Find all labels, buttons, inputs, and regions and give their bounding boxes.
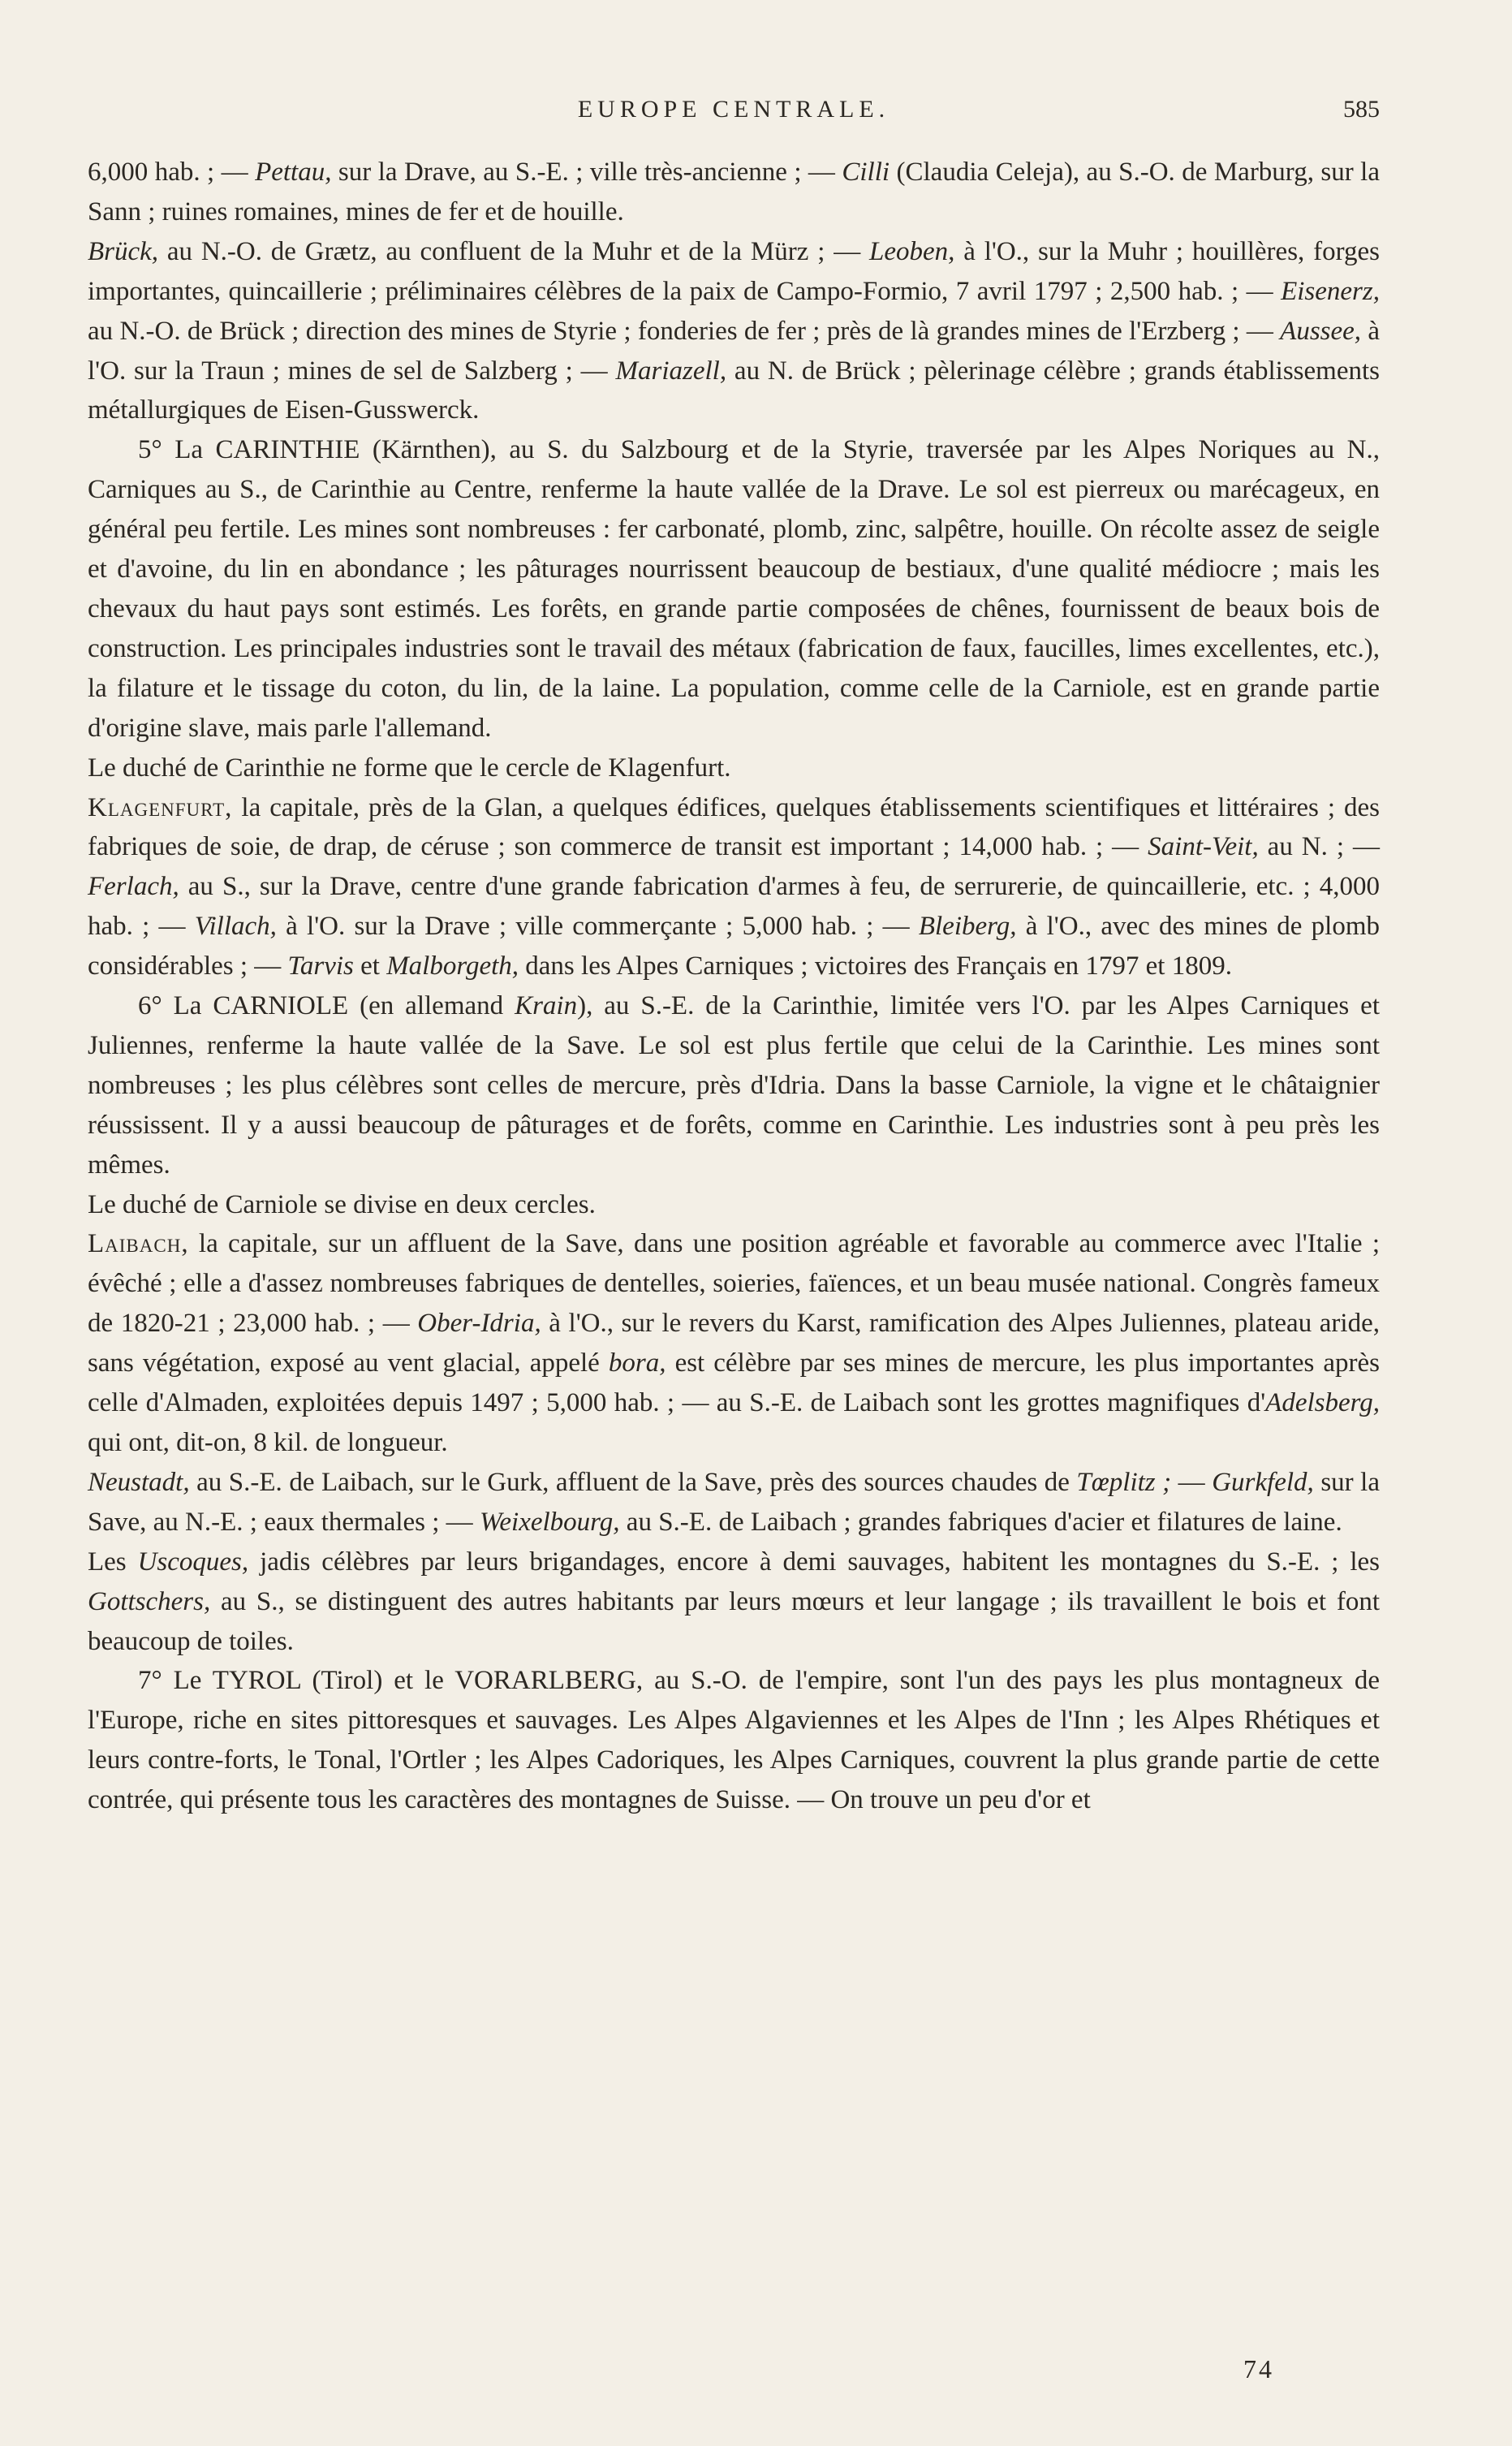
italic-run: Ferlach,	[88, 872, 179, 902]
text-run: à l'O., avec des mines de plomb considérables ; —	[88, 912, 1380, 981]
text-run: à l'O., sur la Muhr ; houillères, forges importantes, quincaillerie ; préliminaires célèbres de la paix de Campo-Formio, 7 avril 1797 ; 2,500 hab. ; —	[88, 236, 1380, 306]
text-run: est célèbre par ses mines de mercure, les plus importantes après celle d'Almaden, exploitées depuis 1497 ; 5,000 hab. ; — au S.-E. de Laibach sont les grottes magnifiques d'	[88, 1348, 1381, 1418]
italic-run: Mariazell,	[615, 356, 727, 386]
text-run: sur la Save, au N.-E. ; eaux thermales ; —	[88, 1467, 1380, 1537]
paragraph-p6	[88, 986, 1380, 1185]
text-run: 6,000 hab. ; —	[88, 157, 256, 187]
text-run: au N. de Brück ; pèlerinage célèbre ; grands établissements métallurgiques de Eisen-Gusswerck.	[88, 356, 1380, 425]
italic-run: bora,	[608, 1348, 666, 1378]
text-run: 6° La CARNIOLE (en allemand	[138, 991, 515, 1021]
italic-run: Pettau,	[255, 157, 332, 187]
text-run: jadis célèbres par leurs brigandages, encore à demi sauvages, habitent les montagnes du S.-E. ; les	[248, 1547, 1380, 1577]
text-run: ), au S.-E. de la Carinthie, limitée vers l'O. par les Alpes Carniques et Juliennes, renferme la haute vallée de la Save. Le sol est plus fertile que celui de la Carinthie. Les mines sont nombreuses ; les plus célèbres sont celles de mercure, près d'Idria. Dans la basse Carniole, la vigne et le châtaignier réussissent. Il y a aussi beaucoup de pâturages et de forêts, comme en Carinthie. Les industries sont à peu près les mêmes.	[88, 991, 1380, 1180]
text-run: 5° La CARINTHIE (Kärnthen), au S. du Salzbourg et de la Styrie, traversée par les Alpes Noriques au N., Carniques au S., de Carinthie au Centre, renferme la haute vallée de la Drave. Le sol est pierreux ou marécageux, en général peu fertile. Les mines sont nombreuses : fer carbonaté, plomb, zinc, salpêtre, houille. On récolte assez de seigle et d'avoine, du lin en abondance ; les pâturages nourrissent beaucoup de bestiaux, d'une qualité médiocre ; mais les chevaux du haut pays sont estimés. Les forêts, en grande partie composées de chênes, fournissent de beaux bois de construction. Les principales industries sont le travail des métaux (fabrication de faux, faucilles, limes excellentes, etc.), la filature et le tissage du coton, du lin, de la laine. La population, comme celle de la Carniole, est en grande partie d'origine slave, mais parle l'allemand.	[88, 435, 1380, 743]
italic-run: Ober-Idria,	[417, 1309, 541, 1339]
text-run: (Claudia Celeja), au S.-O. de Marburg, sur la Sann ; ruines romaines, mines de fer et de houille.	[88, 157, 1380, 226]
text-run: dans les Alpes Carniques ; victoires des Français en 1797 et 1809.	[519, 951, 1232, 981]
paragraph-p5	[88, 788, 1380, 987]
italic-run: Adelsberg,	[1265, 1388, 1380, 1418]
text-run: Le duché de Carinthie ne forme que le cercle de Klagenfurt.	[88, 753, 731, 783]
italic-run: Brück,	[88, 236, 159, 266]
italic-run: Tœplitz ;	[1076, 1467, 1172, 1497]
paragraph-p3	[88, 430, 1380, 748]
text-run: et	[353, 951, 387, 981]
text-run: au S.-E. de Laibach ; grandes fabriques d'acier et filatures de laine.	[619, 1507, 1342, 1537]
italic-run: Gurkfeld,	[1212, 1467, 1314, 1497]
italic-run: Uscoques,	[137, 1547, 249, 1577]
running-head: EUROPE CENTRALE.	[577, 96, 890, 123]
paragraph-p10	[88, 1542, 1380, 1662]
text-run: au S.-E. de Laibach, sur le Gurk, affluent de la Save, près des sources chaudes de	[189, 1467, 1077, 1497]
italic-run: Leoben,	[869, 236, 955, 266]
smallcaps-run: Klagenfurt,	[88, 792, 233, 822]
page-number: 585	[1343, 96, 1380, 123]
paragraph-p4	[88, 748, 1380, 788]
text-run: à l'O., sur le revers du Karst, ramification des Alpes Juliennes, plateau aride, sans végétation, exposé au vent glacial, appelé	[88, 1309, 1380, 1378]
text-run: à l'O. sur la Drave ; ville commerçante ; 5,000 hab. ; —	[276, 912, 919, 942]
italic-run: Villach,	[194, 912, 277, 942]
text-run: 7° Le TYROL (Tirol) et le VORARLBERG, au S.-O. de l'empire, sont l'un des pays les plus montagneux de l'Europe, riche en sites pittoresques et sauvages. Les Alpes Algaviennes et les Alpes de l'Inn ; les Alpes Rhétiques et leurs contre-forts, le Tonal, l'Ortler ; les Alpes Cadoriques, les Alpes Carniques, couvrent la plus grande partie de cette contrée, qui présente tous les caractères des montagnes de Suisse. — On trouve un peu d'or et	[88, 1666, 1380, 1815]
italic-run: Tarvis	[287, 951, 354, 981]
italic-run: Krain	[515, 991, 578, 1021]
italic-run: Cilli	[842, 157, 890, 187]
text-run: au S., sur la Drave, centre d'une grande fabrication d'armes à feu, de serrurerie, de quincaillerie, etc. ; 4,000 hab. ; —	[88, 872, 1380, 942]
paragraph-p8	[88, 1224, 1380, 1462]
paragraph-p11	[88, 1661, 1380, 1820]
text-run: la capitale, sur un affluent de la Save, dans une position agréable et favorable au commerce avec l'Italie ; évêché ; elle a d'assez nombreuses fabriques de dentelles, soieries, faïences, et un beau musée national. Congrès fameux de 1820-21 ; 23,000 hab. ; —	[88, 1229, 1380, 1339]
text-run: la capitale, près de la Glan, a quelques édifices, quelques établissements scientifiques et littéraires ; des fabriques de soie, de drap, de céruse ; son commerce de transit est important ; 14,000 hab. ; —	[88, 792, 1380, 862]
italic-run: Aussee,	[1280, 316, 1362, 346]
text-run: au N.-O. de Grætz, au confluent de la Muhr et de la Mürz ; —	[158, 236, 870, 266]
page-header	[88, 96, 1380, 128]
italic-run: Weixelbourg,	[479, 1507, 620, 1537]
text-run: à l'O. sur la Traun ; mines de sel de Salzberg ; —	[88, 316, 1380, 386]
text-run: Les	[88, 1547, 138, 1577]
paragraph-p9	[88, 1463, 1380, 1542]
text-run: —	[1171, 1467, 1213, 1497]
text-run: au N. ; —	[1258, 832, 1380, 862]
paragraph-p7	[88, 1185, 1380, 1225]
paragraph-p2	[88, 232, 1380, 431]
signature-mark: 74	[1243, 2354, 1274, 2383]
italic-run: Malborgeth,	[386, 951, 519, 981]
text-run: sur la Drave, au S.-E. ; ville très-ancienne ; —	[331, 157, 842, 187]
smallcaps-run: Laibach,	[88, 1229, 189, 1259]
italic-run: Eisenerz,	[1281, 276, 1380, 306]
text-run: au N.-O. de Brück ; direction des mines de Styrie ; fonderies de fer ; près de là grandes mines de l'Erzberg ; —	[88, 316, 1281, 346]
text-run: au S., se distinguent des autres habitants par leurs mœurs et leur langage ; ils travaillent le bois et font beaucoup de toiles.	[88, 1586, 1380, 1656]
text-run: Le duché de Carniole se divise en deux cercles.	[88, 1189, 596, 1219]
text-run: qui ont, dit-on, 8 kil. de longueur.	[88, 1428, 448, 1457]
body-text	[88, 153, 1380, 1820]
italic-run: Neustadt,	[88, 1467, 190, 1497]
italic-run: Saint-Veit,	[1148, 832, 1259, 862]
italic-run: Bleiberg,	[918, 912, 1017, 942]
paragraph-p1	[88, 153, 1380, 232]
italic-run: Gottschers,	[88, 1586, 211, 1616]
